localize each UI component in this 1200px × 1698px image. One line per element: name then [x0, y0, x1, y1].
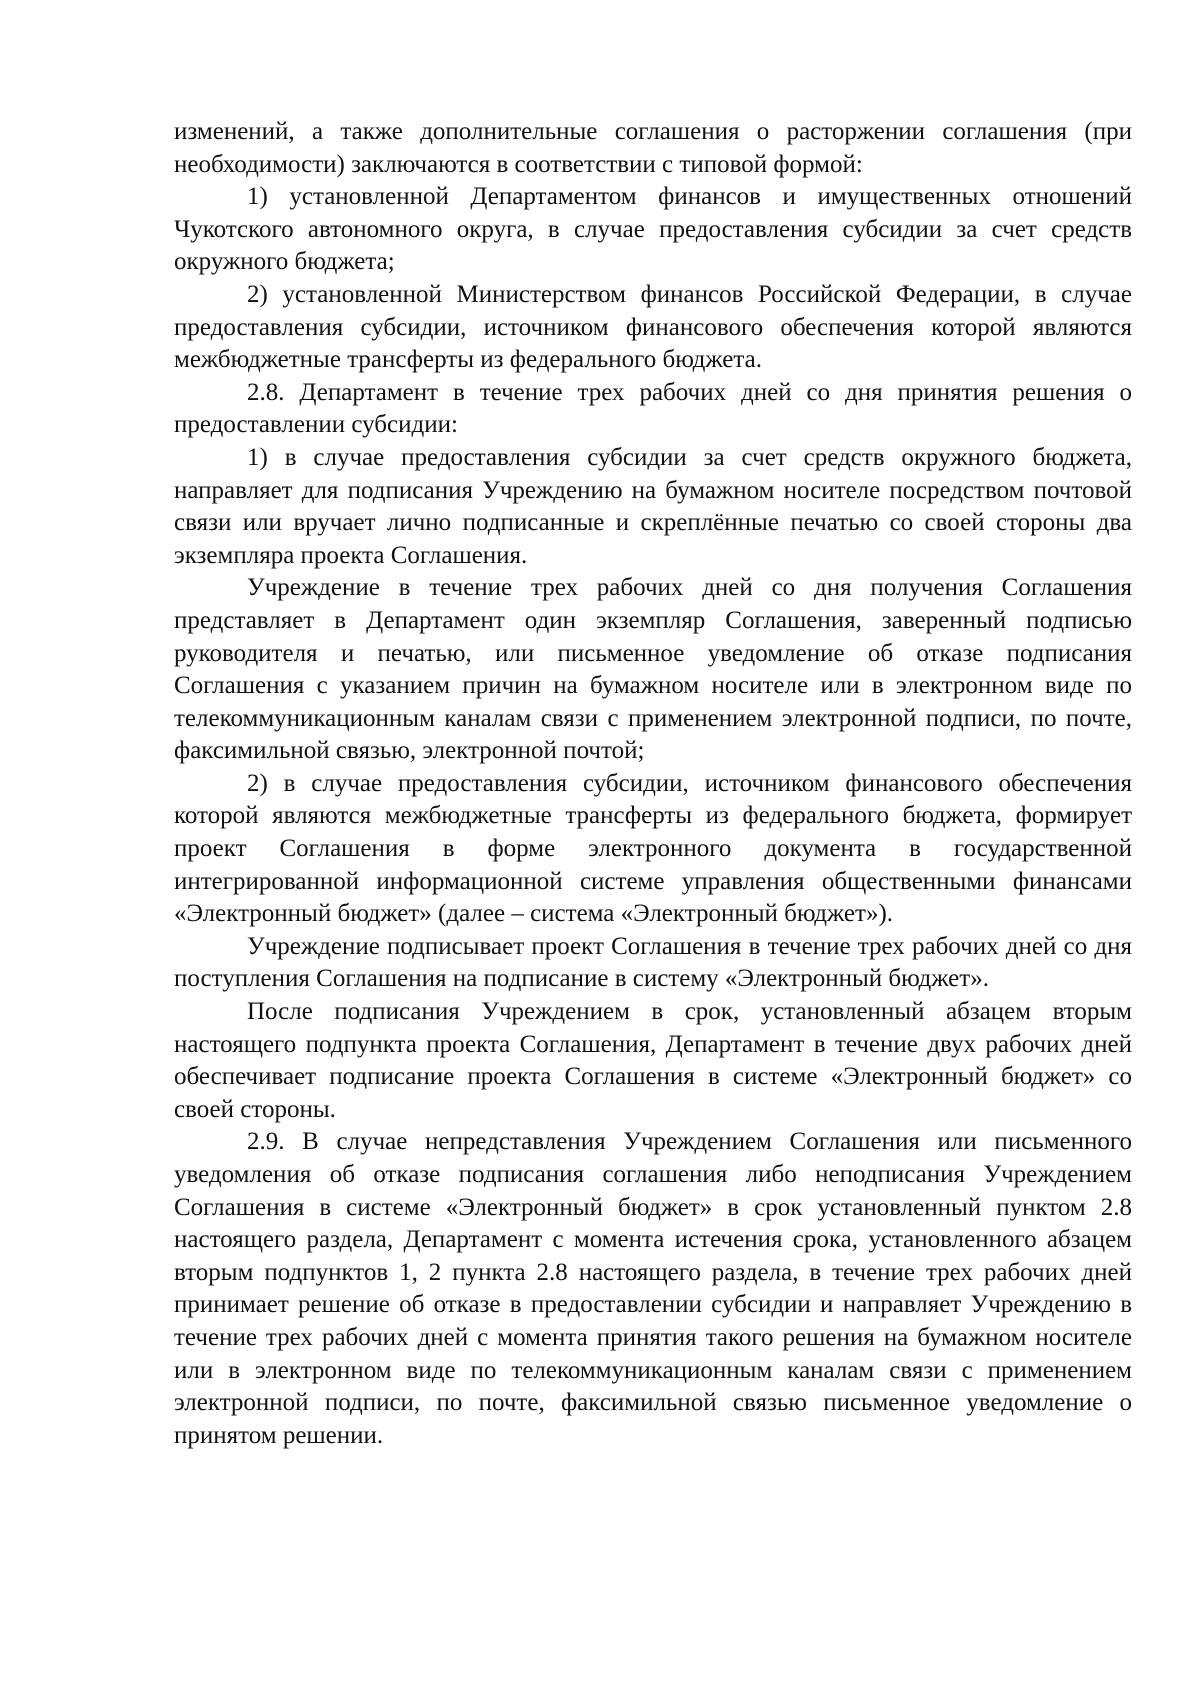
paragraph-continuation: изменений, а также дополнительные соглашения о расторжении соглашения (при необходимости) заключаются в соответствии с типовой формой:: [174, 118, 1132, 178]
paragraph-2-8: 2.8. Департамент в течение трех рабочих дней со дня принятия решения о предоставлении субсидии:: [174, 378, 1132, 439]
paragraph-institution-electronic: Учреждение подписывает проект Соглашения в течение трех рабочих дней со дня поступления Соглашения на подписание в систему «Электронный бюджет».: [174, 932, 1132, 993]
paragraph-2-8-item-2: 2) в случае предоставления субсидии, источником финансового обеспечения которой являются межбюджетные трансферты из федерального бюджета, формирует проект Соглашения в форме электронного документа в государственной интегрированной информационной системе управления общественными финансами «Электронный бюджет» (далее – система «Электронный бюджет»).: [174, 769, 1132, 928]
paragraph-2-8-item-1: 1) в случае предоставления субсидии за счет средств окружного бюджета, направляет для подписания Учреждению на бумажном носителе посредством почтовой связи или вручает лично подписанные и скреплённые печатью со своей стороны два экземпляра проекта Соглашения.: [174, 443, 1132, 569]
paragraph-after-signing: После подписания Учреждением в срок, установленный абзацем вторым настоящего подпункта проекта Соглашения, Департамент в течение двух рабочих дней обеспечивает подписание проекта Соглашения в системе «Электронный бюджет» со своей стороны.: [174, 998, 1132, 1123]
document-body: [174, 116, 1132, 1452]
paragraph-item-2-federal-form: 2) установленной Министерством финансов Российской Федерации, в случае предоставления субсидии, источником финансового обеспечения которой являются межбюджетные трансферты из федерального бюджета.: [174, 280, 1132, 374]
paragraph-2-9: 2.9. В случае непредставления Учреждением Соглашения или письменного уведомления об отказе подписания соглашения либо неподписания Учреждением Соглашения в системе «Электронный бюджет» в срок установленный пунктом 2.8 настоящего раздела, Департамент с момента истечения срока, установленного абзацем вторым подпунктов 1, 2 пункта 2.8 настоящего раздела, в течение трех рабочих дней принимает решение об отказе в предоставлении субсидии и направляет Учреждению в течение трех рабочих дней с момента принятия такого решения на бумажном носителе или в электронном виде по телекоммуникационным каналам связи с применением электронной подписи, по почте, факсимильной связью письменное уведомление о принятом решении.: [174, 1128, 1132, 1449]
paragraph-institution-paper: Учреждение в течение трех рабочих дней со дня получения Соглашения представляет в Департамент один экземпляр Соглашения, заверенный подписью руководителя и печатью, или письменное уведомление об отказе подписания Соглашения с указанием причин на бумажном носителе или в электронном виде по телекоммуникационным каналам связи с применением электронной подписи, по почте, факсимильной связью, электронной почтой;: [174, 574, 1132, 765]
paragraph-item-1-regional-form: 1) установленной Департаментом финансов и имущественных отношений Чукотского автономного округа, в случае предоставления субсидии за счет средств окружного бюджета;: [174, 183, 1132, 276]
